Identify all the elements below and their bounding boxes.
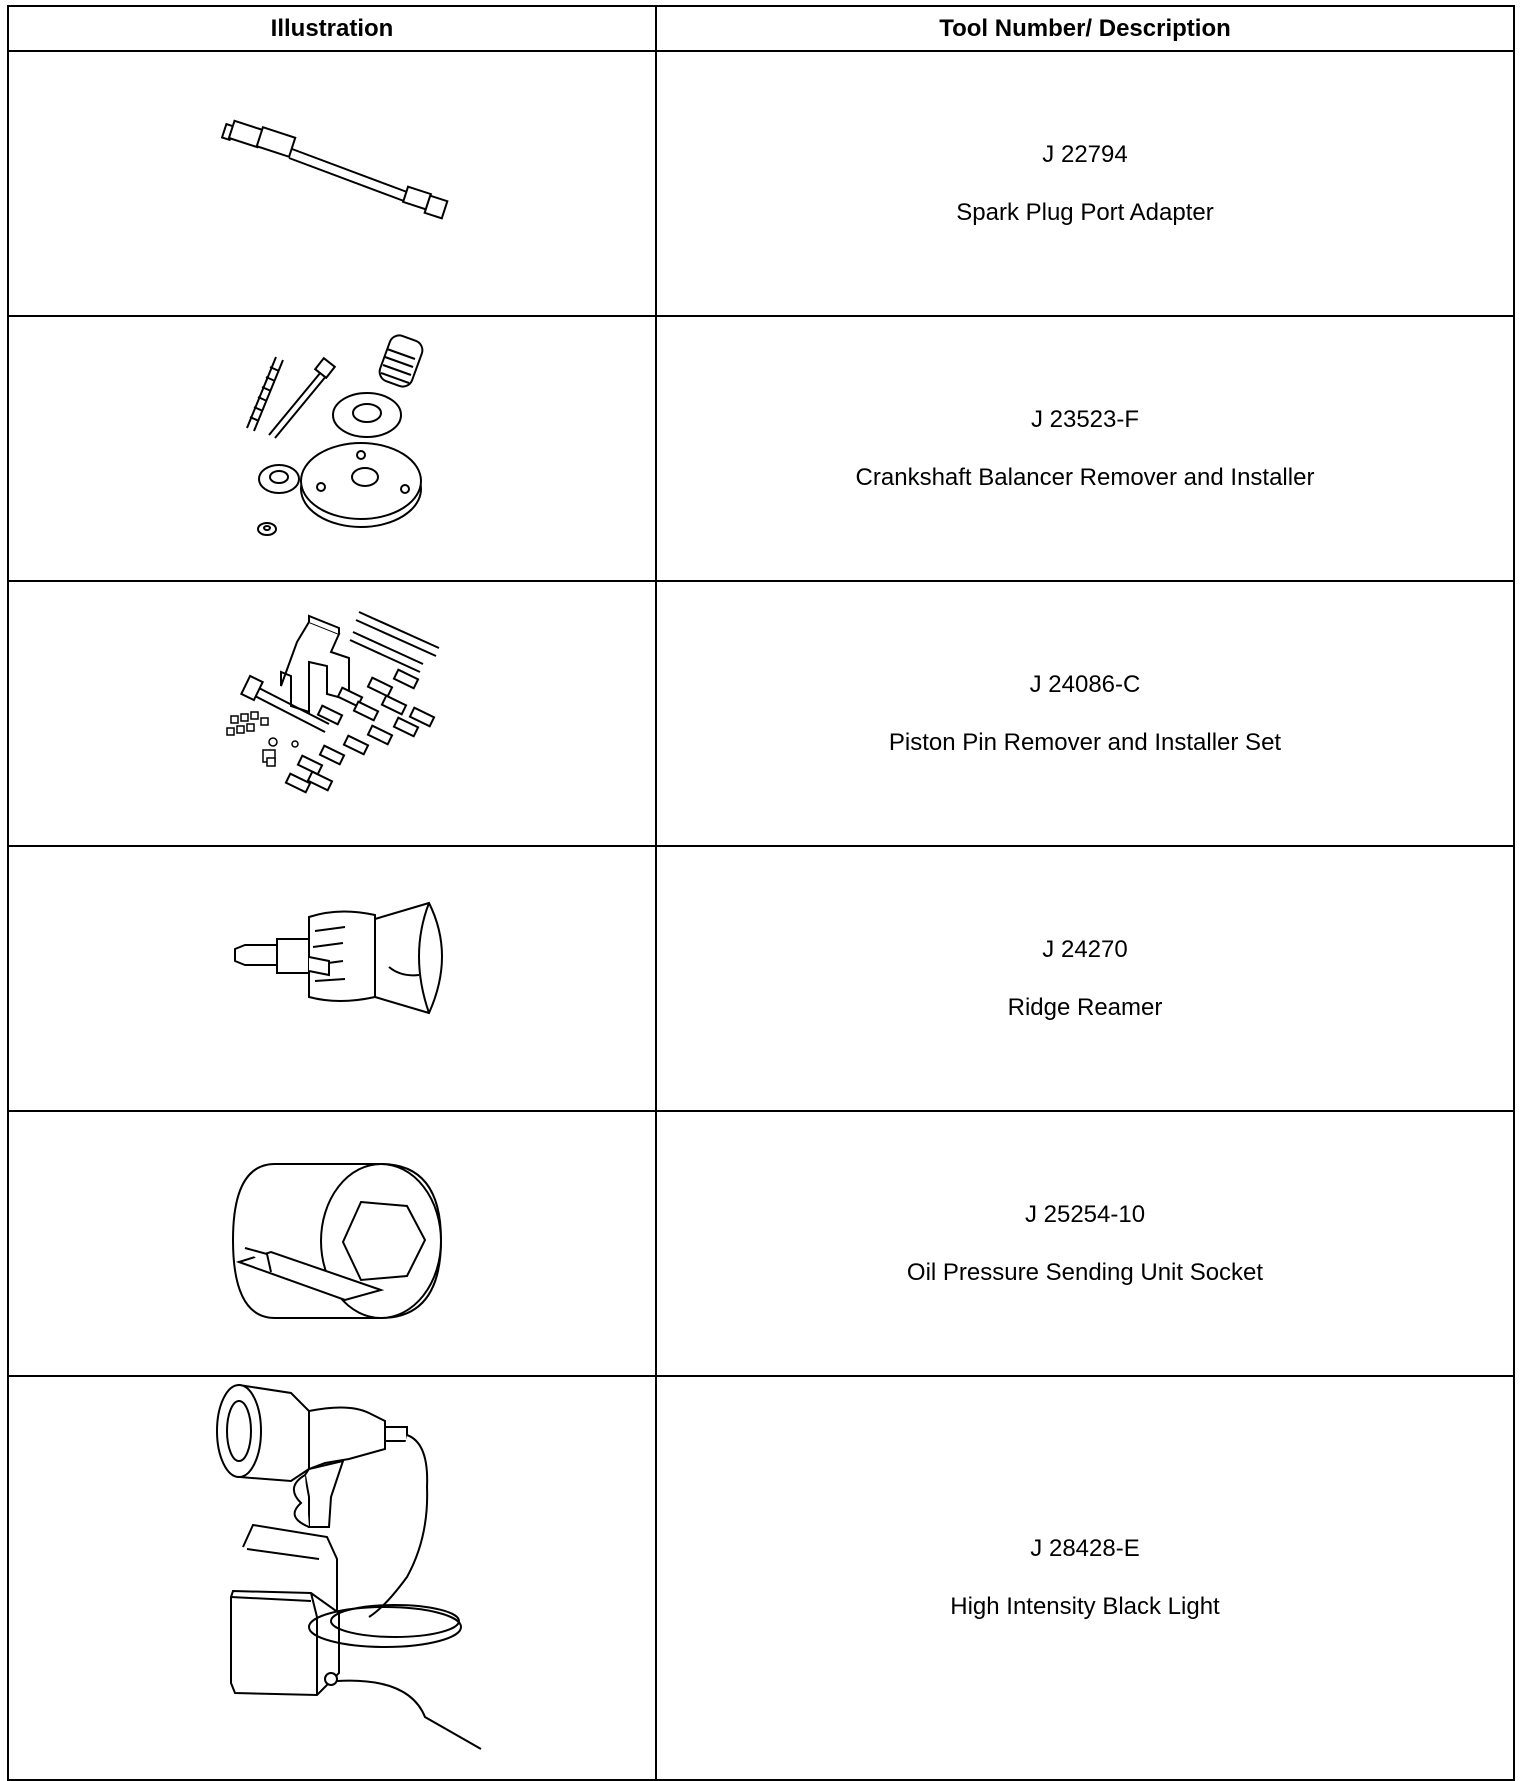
table-row xyxy=(8,51,1514,316)
oil-pressure-socket-icon xyxy=(9,1112,657,1375)
tool-description: High Intensity Black Light xyxy=(950,1593,1220,1620)
table-row xyxy=(8,846,1514,1111)
tool-description: Crankshaft Balancer Remover and Installer xyxy=(855,463,1315,491)
tool-number: J 24086-C xyxy=(1029,670,1141,698)
tool-description: Piston Pin Remover and Installer Set xyxy=(888,728,1282,756)
tool-description: Spark Plug Port Adapter xyxy=(956,198,1214,226)
tool-number: J 23523-F xyxy=(1030,405,1140,433)
illustration-cell xyxy=(8,846,656,1111)
illustration-cell xyxy=(8,581,656,846)
illustration-cell xyxy=(8,1376,656,1780)
tool-description: Oil Pressure Sending Unit Socket xyxy=(906,1258,1264,1286)
description-cell xyxy=(656,1111,1514,1376)
piston-pin-tool-set-icon xyxy=(9,582,657,845)
header-row xyxy=(8,6,1514,51)
description-cell xyxy=(656,581,1514,846)
header-illustration: Illustration xyxy=(8,6,656,51)
illustration-cell xyxy=(8,51,656,316)
spark-plug-port-adapter-icon xyxy=(9,52,657,315)
table-row xyxy=(8,581,1514,846)
tool-description: Ridge Reamer xyxy=(1007,993,1163,1021)
crankshaft-balancer-tool-icon xyxy=(9,317,657,580)
table-row xyxy=(8,316,1514,581)
description-cell xyxy=(656,846,1514,1111)
description-cell xyxy=(656,316,1514,581)
black-light-icon xyxy=(9,1377,657,1779)
tool-number: J 25254-10 xyxy=(1024,1200,1146,1228)
table-row xyxy=(8,1111,1514,1376)
description-cell xyxy=(656,51,1514,316)
tool-number: J 24270 xyxy=(1042,935,1128,963)
special-tools-table xyxy=(7,5,1515,1781)
ridge-reamer-icon xyxy=(9,847,657,1110)
tool-number: J 22794 xyxy=(1042,140,1128,168)
table-row xyxy=(8,1376,1514,1780)
description-cell xyxy=(656,1376,1514,1780)
header-tool-description: Tool Number/ Description xyxy=(656,6,1514,51)
tool-number: J 28428-E xyxy=(1030,1535,1140,1562)
illustration-cell xyxy=(8,316,656,581)
illustration-cell xyxy=(8,1111,656,1376)
